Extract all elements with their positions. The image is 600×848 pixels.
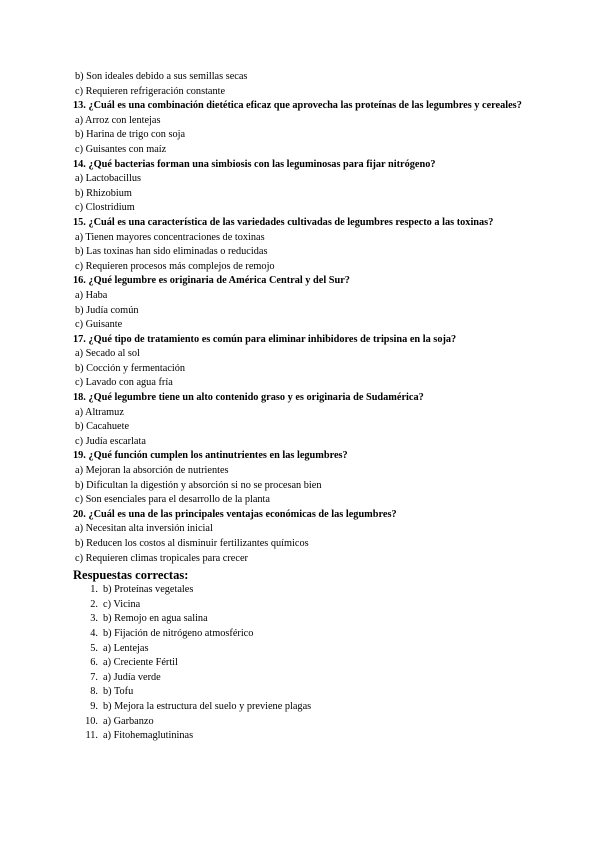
answer-item — [73, 700, 523, 715]
answer-item — [73, 715, 523, 730]
question-text: 15. ¿Cuál es una característica de las variedades cultivadas de legumbres respecto a las toxinas? — [73, 216, 494, 228]
answer-option: c) Guisante — [75, 319, 123, 331]
answer-number: 2. — [90, 598, 98, 610]
question-text: 18. ¿Qué legumbre tiene un alto contenido graso y es originaria de Sudamérica? — [73, 392, 424, 404]
answer-number: 4. — [90, 627, 98, 639]
answer-option: a) Mejoran la absorción de nutrientes — [75, 465, 229, 477]
answer-number: 10. — [85, 715, 98, 727]
answer-option: a) Tienen mayores concentraciones de toxinas — [75, 231, 265, 243]
answer-text: b) Mejora la estructura del suelo y previene plagas — [103, 700, 312, 712]
answer-option: c) Son esenciales para el desarrollo de la planta — [75, 494, 270, 506]
answer-number: 11. — [85, 730, 98, 742]
answer-item — [73, 627, 523, 642]
question-text: 14. ¿Qué bacterias forman una simbiosis con las leguminosas para fijar nitrógeno? — [73, 158, 436, 170]
question-text: 13. ¿Cuál es una combinación dietética eficaz que aprovecha las proteínas de las legumbres y cereales? — [73, 100, 522, 112]
answer-option: b) Judía común — [75, 304, 139, 316]
answer-option: b) Dificultan la digestión y absorción si no se procesan bien — [75, 479, 322, 491]
answer-item — [73, 656, 523, 671]
answer-list — [73, 583, 523, 744]
answer-option: c) Guisantes con maíz — [75, 143, 167, 155]
answer-option: b) Son ideales debido a sus semillas secas — [75, 71, 248, 82]
answer-number: 1. — [90, 584, 98, 596]
answer-option: a) Lactobacillus — [75, 173, 142, 185]
answer-option: c) Clostridium — [75, 202, 135, 214]
question-text: 19. ¿Qué función cumplen los antinutrientes en las legumbres? — [73, 450, 348, 462]
answer-number: 7. — [90, 671, 98, 683]
answer-option: a) Haba — [75, 289, 108, 301]
question-text: 16. ¿Qué legumbre es originaria de América Central y del Sur? — [73, 275, 350, 287]
answer-item — [73, 642, 523, 657]
answer-text: a) Garbanzo — [103, 715, 154, 727]
answer-text: b) Remojo en agua salina — [103, 613, 208, 625]
answer-number: 3. — [90, 613, 98, 625]
answer-option: b) Cacahuete — [75, 421, 130, 433]
answer-item — [73, 729, 523, 744]
question-list — [73, 70, 523, 566]
answer-option: c) Requieren procesos más complejos de remojo — [75, 260, 275, 272]
answer-item — [73, 583, 523, 598]
answers-heading: Respuestas correctas: — [73, 568, 189, 583]
answer-number: 8. — [90, 686, 98, 698]
answer-number: 5. — [90, 642, 98, 654]
quiz-content — [73, 70, 523, 744]
answer-text: a) Lentejas — [103, 642, 149, 654]
answer-item — [73, 671, 523, 686]
answer-item — [73, 685, 523, 700]
answer-option: a) Altramuz — [75, 406, 124, 418]
answer-option: b) Las toxinas han sido eliminadas o reducidas — [75, 246, 268, 258]
answer-option: b) Cocción y fermentación — [75, 362, 186, 374]
question-text: 17. ¿Qué tipo de tratamiento es común para eliminar inhibidores de tripsina en la soja? — [73, 333, 457, 345]
question-text: 20. ¿Cuál es una de las principales ventajas económicas de las legumbres? — [73, 508, 397, 520]
answer-text: c) Vicina — [103, 598, 141, 610]
answer-option: c) Requieren refrigeración constante — [75, 85, 226, 97]
answer-text: a) Judía verde — [103, 671, 161, 683]
answer-option: c) Requieren climas tropicales para crecer — [75, 552, 248, 564]
answer-option: b) Harina de trigo con soja — [75, 129, 186, 141]
answer-item — [73, 598, 523, 613]
answer-text: a) Creciente Fértil — [103, 657, 178, 669]
answer-option: a) Necesitan alta inversión inicial — [75, 523, 213, 535]
answer-option: c) Judía escarlata — [75, 435, 146, 447]
answer-option: a) Arroz con lentejas — [75, 114, 161, 126]
answer-number: 6. — [90, 657, 98, 669]
answer-text: a) Fitohemaglutininas — [103, 730, 194, 742]
answer-item — [73, 612, 523, 627]
answer-option: a) Secado al sol — [75, 348, 140, 360]
answer-text: b) Fijación de nitrógeno atmosférico — [103, 627, 254, 639]
answer-option: b) Rhizobium — [75, 187, 132, 199]
answer-option: b) Reducen los costos al disminuir fertilizantes químicos — [75, 538, 309, 549]
answer-option: c) Lavado con agua fría — [75, 377, 173, 389]
answer-number: 9. — [90, 700, 98, 712]
answer-text: b) Proteínas vegetales — [103, 584, 194, 596]
answer-text: b) Tofu — [103, 686, 134, 698]
